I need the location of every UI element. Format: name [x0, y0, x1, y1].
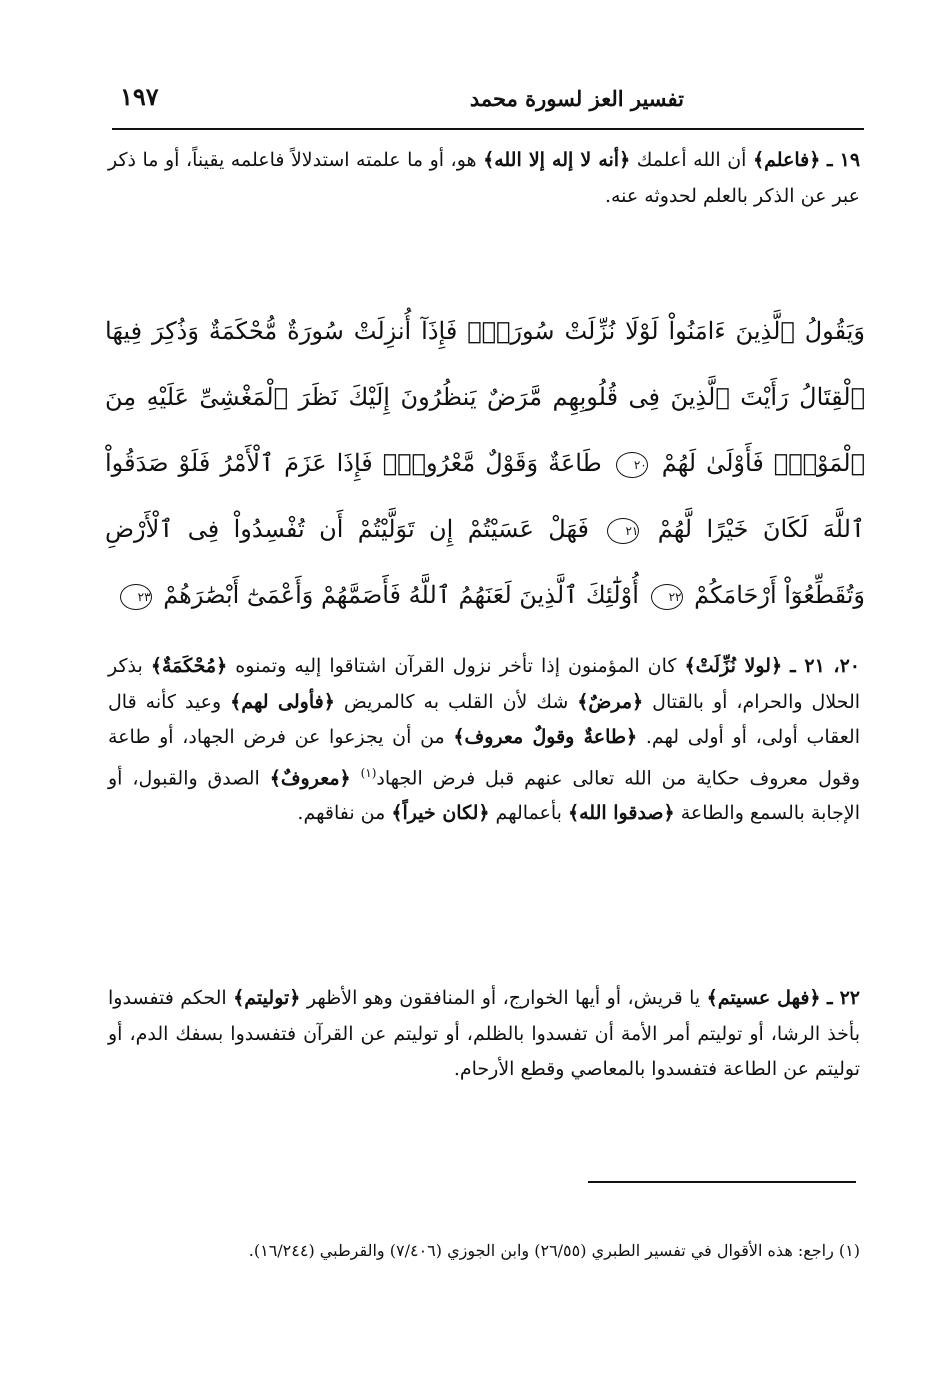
quoted-term: ﴿طاعةٌ وقولٌ معروف﴾ [453, 726, 638, 748]
footnote-separator [588, 1181, 856, 1183]
ayah-number-marker: ٢٣ [120, 584, 152, 610]
paragraph-20-21 [108, 649, 860, 832]
commentary-text: يا قريش، أو أيها الخوارج، أو المنافقون وهو الأظهر [300, 987, 707, 1009]
quoted-term: ﴿فأولى لهم﴾ [230, 690, 335, 713]
commentary-text: الصدق والقبول، أو الإجابة بالسمع والطاعة [108, 766, 860, 825]
quoted-term: ﴿مُحْكَمَةٌ﴾ [150, 655, 228, 677]
quoted-term: ﴿لكان خيراً﴾ [391, 802, 490, 825]
commentary-text: بأعمالهم [489, 802, 568, 825]
footnote-reference[interactable]: (١) [360, 765, 377, 780]
ayah-number-marker: ٢١ [607, 518, 639, 544]
quoted-term: ﴿لولا نُزِّلَتْ﴾ [684, 655, 783, 677]
footnote-marker: (١) [838, 1241, 860, 1260]
header-rule [112, 128, 864, 130]
ayah-number-marker: ٢٠ [616, 452, 648, 478]
commentary-text: شك لأن القلب به كالمريض [334, 690, 578, 713]
quran-verses [105, 298, 865, 628]
verse-number: ٢٠، ٢١ ـ [790, 655, 860, 677]
commentary-text: من نفاقهم. [297, 802, 392, 825]
footnote-text: راجع: هذه الأقوال في تفسير الطبري (٢٦/٥٥) وابن الجوزي (٧/٤٠٦) والقرطبي (١٦/٢٤٤). [248, 1241, 839, 1260]
quoted-term: ﴿توليتم﴾ [233, 987, 301, 1009]
paragraph-19 [108, 143, 860, 214]
quoted-term: ﴿معروفٌ﴾ [269, 766, 351, 789]
quoted-term: ﴿فهل عسيتم﴾ [706, 987, 821, 1009]
commentary-text: هو، أو ما علمته استدلالاً فاعلمه يقيناً، أو ما ذكر عبر عن الذكر بالعلم لحدوثه عنه. [108, 149, 860, 207]
verse-number: ٢٢ ـ [826, 987, 860, 1009]
paragraph-22 [108, 981, 860, 1088]
commentary-text: كان المؤمنون إذا تأخر نزول القرآن اشتاقوا إليه وتمنوه [227, 655, 685, 677]
quoted-term: ﴿فاعلم﴾ [752, 149, 821, 171]
footnote [108, 1236, 860, 1266]
verse-text: أُوْلَٰٓئِكَ ٱلَّذِينَ لَعَنَهُمُ ٱللَّهُ فَأَصَمَّهُمْ وَأَعْمَىٰٓ أَبْصَٰرَهُمْ [163, 581, 639, 609]
verse-text: فَهَلْ عَسَيْتُمْ إِن تَوَلَّيْتُمْ أَن تُفْسِدُواْ فِى ٱلْأَرْضِ وَتُقَطِّعُوٓاْ أَرْحَامَكُمْ [105, 515, 865, 609]
quoted-term: ﴿مرضٌ﴾ [577, 690, 644, 713]
commentary-text [351, 767, 361, 789]
verse-text: طَاعَةٌ وَقَوْلٌ مَّعْرُوفٌۚ فَإِذَا عَزَمَ ٱلْأَمْرُ فَلَوْ صَدَقُواْ ٱللَّهَ لَكَانَ خَيْرًا لَّهُمْ [105, 449, 865, 543]
commentary-text: بذكر الحلال والحرام، أو بالقتال [108, 655, 861, 713]
running-title: تفسير العز لسورة محمد [469, 86, 684, 111]
page-number: ١٩٧ [120, 82, 159, 111]
verse-text: وَيَقُولُ ٱلَّذِينَ ءَامَنُواْ لَوْلَا نُزِّلَتْ سُورَةٌۖ فَإِذَآ أُنزِلَتْ سُورَةٌ مُّحْكَمَةٌ وَذُكِرَ فِيهَا ٱلْقِتَالُ رَأَيْتَ ٱلَّذِينَ فِى قُلُوبِهِم مَّرَضٌ يَنظُرُونَ إِلَيْكَ نَظَرَ ٱلْمَغْشِىِّ عَلَيْهِ مِنَ ٱلْمَوْتِۖ فَأَوْلَىٰ لَهُمْ [105, 317, 866, 477]
commentary-text: من أن يجزعوا عن فرض الجهاد، أو طاعة وقول معروف حكاية من الله تعالى عنهم قبل فرض الجهاد [108, 726, 860, 789]
quoted-term: ﴿أنه لا إله إلا الله﴾ [483, 149, 631, 171]
commentary-text: وعيد كأنه قال العقاب أولى، أو أولى لهم. [108, 690, 860, 748]
ayah-number-marker: ٢٢ [651, 584, 683, 610]
page-header [112, 82, 864, 124]
verse-number: ١٩ ـ [826, 149, 861, 171]
commentary-text: أن الله أعلمك [630, 149, 753, 171]
commentary-text: الحكم فتفسدوا بأخذ الرشا، أو توليتم أمر الأمة أن تفسدوا بالظلم، أو توليتم عن القرآن فتفسدوا بسفك الدم، أو توليتم عن الطاعة فتفسدوا بالمعاصي وقطع الأرحام. [108, 987, 860, 1080]
quoted-term: ﴿صدقوا الله﴾ [567, 802, 675, 825]
